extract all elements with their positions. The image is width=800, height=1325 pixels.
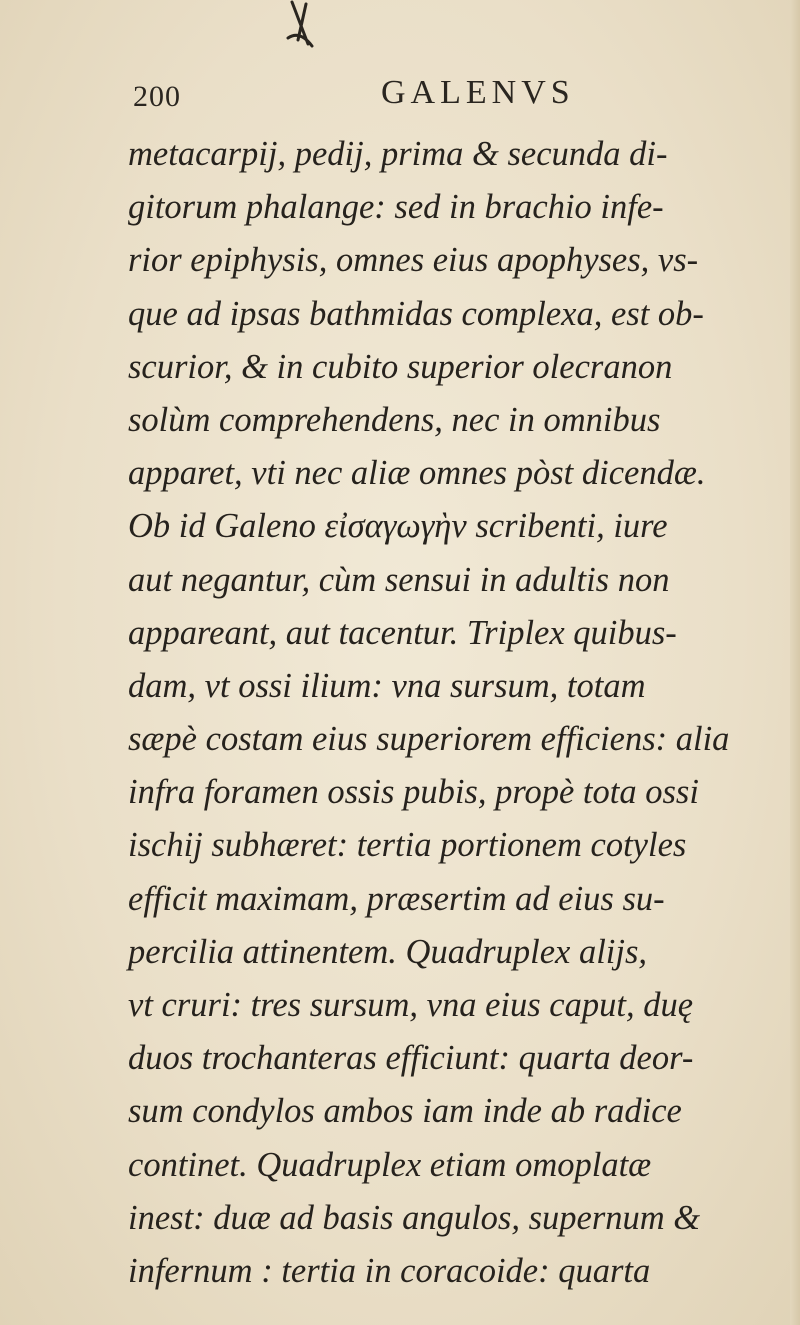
- running-head: [133, 74, 613, 120]
- text-line: scurior, & in cubito superior olecranon: [128, 347, 673, 386]
- text-line: inest: duæ ad basis angulos, supernum &: [128, 1198, 701, 1237]
- page-edge: [790, 0, 800, 1325]
- text-body: [128, 128, 748, 1298]
- running-title: GALENVS: [381, 74, 575, 111]
- text-line: metacarpij, pedij, prima & secunda di-: [128, 135, 668, 173]
- text-line: apparet, vti nec aliæ omnes pòst dicendæ.: [128, 454, 706, 493]
- ink-mark: [282, 0, 322, 52]
- text-line: infernum : tertia in coracoide: quarta: [128, 1251, 651, 1290]
- text-line: rior epiphysis, omnes eius apophyses, vs-: [128, 241, 699, 280]
- text-line: vt cruri: tres sursum, vna eius caput, duę: [128, 986, 694, 1024]
- text-line: continet. Quadruplex etiam omoplatæ: [128, 1145, 652, 1184]
- text-line: gitorum phalange: sed in brachio infe-: [128, 188, 664, 227]
- text-line: dam, vt ossi ilium: vna sursum, totam: [128, 666, 646, 705]
- text-line: aut negantur, cùm sensui in adultis non: [128, 560, 670, 599]
- text-line: Ob id Galeno εἰσαγωγὴν scribenti, iure: [128, 507, 668, 546]
- text-line: ischij subhæret: tertia portionem cotyles: [128, 826, 687, 865]
- text-line: appareant, aut tacentur. Triplex quibus-: [128, 613, 677, 652]
- text-line: percilia attinentem. Quadruplex alijs,: [128, 932, 648, 971]
- text-line: sæpè costam eius superiorem efficiens: alia: [128, 720, 730, 759]
- text-line: que ad ipsas bathmidas complexa, est ob-: [128, 294, 704, 333]
- text-line: duos trochanteras efficiunt: quarta deor-: [128, 1039, 694, 1078]
- page-number: 200: [133, 80, 181, 113]
- text-line: efficit maximam, præsertim ad eius su-: [128, 879, 665, 918]
- text-line: solùm comprehendens, nec in omnibus: [128, 400, 661, 439]
- text-line: infra foramen ossis pubis, propè tota ossi: [128, 773, 699, 812]
- text-line: sum condylos ambos iam inde ab radice: [128, 1092, 682, 1131]
